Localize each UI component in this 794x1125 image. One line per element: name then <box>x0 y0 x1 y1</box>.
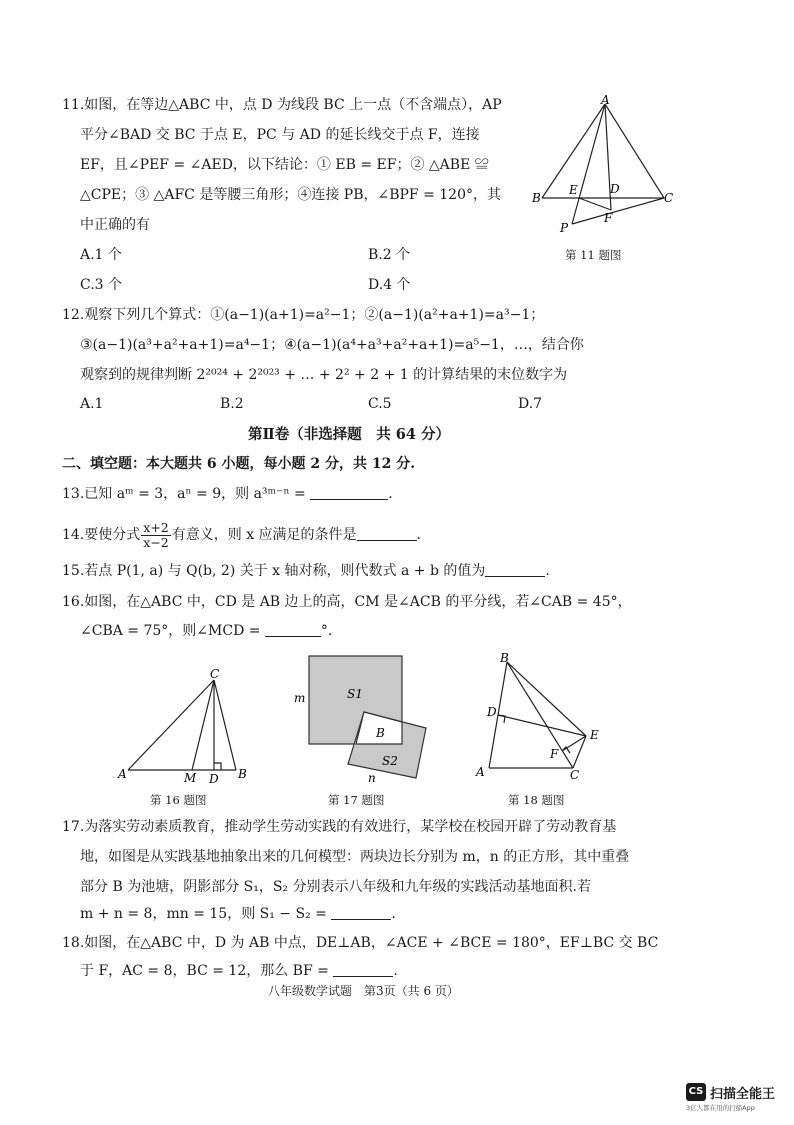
q12-option-c: C.5 <box>368 396 392 412</box>
q11-option-b: B.2 个 <box>368 247 411 263</box>
q12-line-2: ③(a−1)(a³+a²+a+1)=a⁴−1；④(a−1)(a⁴+a³+a²+a+1)=a⁵−1，…，结合你 <box>80 337 584 353</box>
fig16-label-d: D <box>209 772 219 786</box>
fig18-figure <box>470 650 610 786</box>
q12-option-d: D.7 <box>518 396 543 412</box>
q11-option-d: D.4 个 <box>368 277 411 293</box>
q14-answer-blank[interactable] <box>357 526 417 541</box>
fig18-caption: 第 18 题图 <box>508 793 565 807</box>
fig16-figure <box>114 666 254 786</box>
section2-heading: 二、填空题：本大题共 6 小题，每小题 2 分，共 12 分. <box>62 456 416 472</box>
q16-line-1: 16.如图，在△ABC 中，CD 是 AB 边上的高，CM 是∠ACB 的平分线，若∠CAB = 45°， <box>62 594 632 610</box>
fig16-label-b: B <box>238 767 247 781</box>
q17-line-4: m + n = 8，mn = 15，则 S₁ − S₂ = . <box>80 906 396 922</box>
q14: 14.要使分式 $\frac{x+2}{x-2}$ 有意义，则 x 应满足的条件是 . <box>62 519 421 550</box>
q11-figure-caption: 第 11 题图 <box>565 248 622 262</box>
q11-line-2: 平分∠BAD 交 BC 于点 E，PC 与 AD 的延长线交于点 F，连接 <box>80 127 480 143</box>
q17-line-2: 地，如图是从实践基地抽象出来的几何模型：两块边长分别为 m，n 的正方形，其中重叠 <box>80 849 630 865</box>
q11-option-c: C.3 个 <box>80 277 123 293</box>
fig17-label-n: n <box>368 771 376 785</box>
q11-label-c: C <box>664 191 674 205</box>
fig18-label-a: A <box>476 765 485 779</box>
fig18-label-b: B <box>500 651 509 665</box>
q12-option-a: A.1 <box>80 396 104 412</box>
fig16-caption: 第 16 题图 <box>150 793 207 807</box>
fig18-label-f: F <box>550 747 559 761</box>
q12-line-1: 12.观察下列几个算式：①(a−1)(a+1)=a²−1；②(a−1)(a²+a+1)=a³−1； <box>62 307 545 323</box>
q18-line-2: 于 F，AC = 8，BC = 12，那么 BF = . <box>80 963 398 979</box>
fig17-figure <box>290 652 440 786</box>
q11-label-e: E <box>569 183 578 197</box>
fig17-caption: 第 17 题图 <box>328 793 385 807</box>
q11-label-p: P <box>560 221 569 235</box>
fig18-label-d: D <box>487 705 497 719</box>
part2-title: 第Ⅱ卷（非选择题 共 64 分） <box>248 426 450 443</box>
q18-answer-blank[interactable] <box>333 962 393 977</box>
fig17-label-s2: S2 <box>382 754 398 768</box>
fig17-label-s1: S1 <box>347 687 363 701</box>
q12-expression: 2²⁰²⁴ + 2²⁰²³ + … + 2² + 2 + 1 <box>196 367 409 383</box>
page-footer: 八年级数学试题 第3页（共 6 页） <box>268 984 459 998</box>
q13-answer-blank[interactable] <box>310 485 388 500</box>
q18-line-1: 18.如图，在△ABC 中，D 为 AB 中点，DE⊥AB，∠ACE + ∠BCE = 180°，EF⊥BC 交 BC <box>62 935 659 951</box>
q11-line-1: 11.如图，在等边△ABC 中，点 D 为线段 BC 上一点（不含端点），AP <box>62 97 502 113</box>
cs-logo-icon: CS <box>686 1083 706 1101</box>
q11-label-b: B <box>532 191 541 205</box>
q11-option-a: A.1 个 <box>80 247 122 263</box>
q17-line-3: 部分 B 为池塘，阴影部分 S₁，S₂ 分别表示八年级和九年级的实践活动基地面积.若 <box>80 879 591 895</box>
q17-answer-blank[interactable] <box>331 905 391 920</box>
fig16-label-m: M <box>184 771 197 785</box>
fig18-label-c: C <box>570 768 580 782</box>
q15: 15.若点 P(1, a) 与 Q(b, 2) 关于 x 轴对称，则代数式 a + b 的值为 . <box>62 563 550 579</box>
fig18-label-e: E <box>590 728 599 742</box>
q11-figure <box>528 92 678 242</box>
q11-label-d: D <box>610 182 620 196</box>
q16-answer-blank[interactable] <box>265 622 321 637</box>
q13: 13.已知 aᵐ = 3，aⁿ = 9，则 a³ᵐ⁻ⁿ = . <box>62 486 393 502</box>
q14-fraction: $\frac{x+2}{x-2}$ <box>143 519 169 550</box>
q12-option-b: B.2 <box>220 396 244 412</box>
q17-line-1: 17.为落实劳动素质教育，推动学生劳动实践的有效进行，某学校在校园开辟了劳动教育基 <box>62 819 617 835</box>
fig17-label-b: B <box>376 726 385 740</box>
q11-line-3: EF，且∠PEF = ∠AED，以下结论：① EB = EF；② △ABE ≌ <box>80 157 489 173</box>
q11-label-a: A <box>601 93 610 107</box>
watermark-brand: 扫描全能王 <box>710 1087 776 1102</box>
watermark-tagline: 3亿人都在用的扫描App <box>686 1104 755 1112</box>
q11-line-4: △CPE；③ △AFC 是等腰三角形；④连接 PB，∠BPF = 120°，其 <box>80 187 501 203</box>
q11-label-f: F <box>604 211 613 225</box>
fig17-label-m: m <box>294 691 306 705</box>
q11-line-5: 中正确的有 <box>80 217 150 233</box>
q16-line-2: ∠CBA = 75°，则∠MCD = °. <box>80 623 333 639</box>
fig16-label-a: A <box>118 767 127 781</box>
fig16-label-c: C <box>210 667 220 681</box>
q15-answer-blank[interactable] <box>485 562 545 577</box>
q12-line-3: 观察到的规律判断 2²⁰²⁴ + 2²⁰²³ + … + 2² + 2 + 1 的计算结果的末位数字为 <box>80 367 568 383</box>
